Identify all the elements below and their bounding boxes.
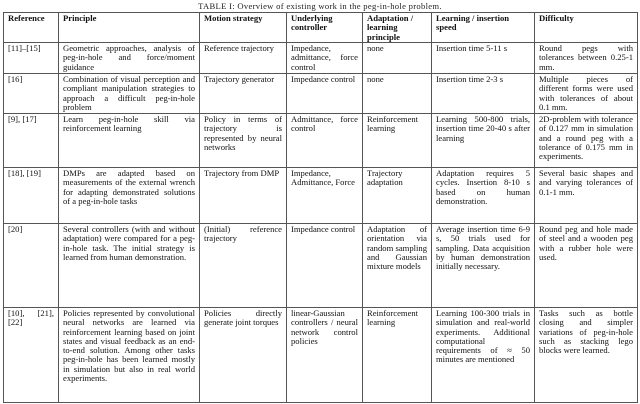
header-principle: Principle [59, 13, 200, 43]
cell-underlying-controller: Impedance, Admittance, Force [287, 168, 363, 224]
cell-reference: [11]–[15] [4, 43, 59, 74]
header-speed: Learning / insertion speed [432, 13, 535, 43]
cell-speed: Adaptation requires 5 cycles. Insertion 8-10 s based on human demonstration. [432, 168, 535, 224]
cell-reference: [10], [21], [22] [4, 308, 59, 403]
cell-motion-strategy: Reference trajectory [200, 43, 287, 74]
header-reference: Reference [4, 13, 59, 43]
cell-speed: Insertion time 5-11 s [432, 43, 535, 74]
cell-speed: Learning 100-300 trials in simulation and real-world experiments. Additional computational requirements of ≈ 50 minutes are mentioned [432, 308, 535, 403]
cell-difficulty: Round peg and hole made of steel and a wooden peg with a rubber hole were used. [535, 224, 638, 308]
cell-speed: Insertion time 2-3 s [432, 74, 535, 114]
header-motion-strategy: Motion strategy [200, 13, 287, 43]
cell-motion-strategy: Policies directly generate joint torques [200, 308, 287, 403]
table-caption: TABLE I: Overview of existing work in the peg-in-hole problem. [198, 1, 442, 11]
cell-motion-strategy: Trajectory from DMP [200, 168, 287, 224]
cell-motion-strategy: Trajectory generator [200, 74, 287, 114]
cell-principle: Geometric approaches, analysis of peg-in-hole and force/moment guidance [59, 43, 200, 74]
cell-adaptation: Adaptation of orientation via random sampling and Gaussian mixture models [363, 224, 432, 308]
cell-adaptation: Reinforcement learning [363, 308, 432, 403]
cell-underlying-controller: Impedance control [287, 74, 363, 114]
overview-table [3, 12, 638, 403]
cell-motion-strategy: Policy in terms of trajectory is represented by neural networks [200, 114, 287, 168]
cell-underlying-controller: linear-Gaussian controllers / neural network control policies [287, 308, 363, 403]
cell-underlying-controller: Admittance, force control [287, 114, 363, 168]
cell-reference: [18], [19] [4, 168, 59, 224]
cell-principle: Policies represented by convolutional neural networks are learned via reinforcement learning based on joint states and visual feedback as an end-to-end solution. Among other tasks peg-in-hole has been learned mostly in simulation but also in real world experiments. [59, 308, 200, 403]
cell-reference: [16] [4, 74, 59, 114]
cell-underlying-controller: Impedance control [287, 224, 363, 308]
cell-adaptation: none [363, 43, 432, 74]
table-row [4, 74, 638, 114]
cell-difficulty: Several basic shapes and and varying tolerances of 0.1-1 mm. [535, 168, 638, 224]
header-underlying-controller: Underlying controller [287, 13, 363, 43]
cell-adaptation: none [363, 74, 432, 114]
table-row [4, 168, 638, 224]
cell-difficulty: Tasks such as bottle closing and simpler variations of peg-in-hole such as stacking lego blocks were learned. [535, 308, 638, 403]
cell-speed: Learning 500-800 trials, insertion time 20-40 s after learning [432, 114, 535, 168]
cell-difficulty: Round pegs with tolerances between 0.25-1 mm. [535, 43, 638, 74]
table-row [4, 114, 638, 168]
cell-principle: Learn peg-in-hole skill via reinforcement learning [59, 114, 200, 168]
cell-underlying-controller: Impedance, admittance, force control [287, 43, 363, 74]
header-row [4, 13, 638, 43]
table-row [4, 308, 638, 403]
cell-principle: Several controllers (with and without adaptation) were compared for a peg-in-hole task. The initial strategy is learned from human demonstration. [59, 224, 200, 308]
cell-adaptation: Reinforcement learning [363, 114, 432, 168]
cell-principle: Combination of visual perception and compliant manipulation strategies to approach a difficult peg-in-hole problem [59, 74, 200, 114]
table-row [4, 224, 638, 308]
cell-motion-strategy: (Initial) reference trajectory [200, 224, 287, 308]
cell-reference: [9], [17] [4, 114, 59, 168]
table-row [4, 43, 638, 74]
header-adaptation: Adaptation / learning principle [363, 13, 432, 43]
header-difficulty: Difficulty [535, 13, 638, 43]
cell-reference: [20] [4, 224, 59, 308]
cell-difficulty: 2D-problem with tolerance of 0.127 mm in simulation and a round peg with a tolerance of 0.175 mm in experiments. [535, 114, 638, 168]
cell-adaptation: Trajectory adaptation [363, 168, 432, 224]
cell-principle: DMPs are adapted based on measurements of the external wrench for adapting demonstrated solutions of a peg-in-hole tasks [59, 168, 200, 224]
cell-speed: Average insertion time 6-9 s, 50 trials used for sampling. Data acquisition by human demonstration initially necessary. [432, 224, 535, 308]
cell-difficulty: Multiple pieces of different forms were used with tolerances of about 0.1 mm. [535, 74, 638, 114]
